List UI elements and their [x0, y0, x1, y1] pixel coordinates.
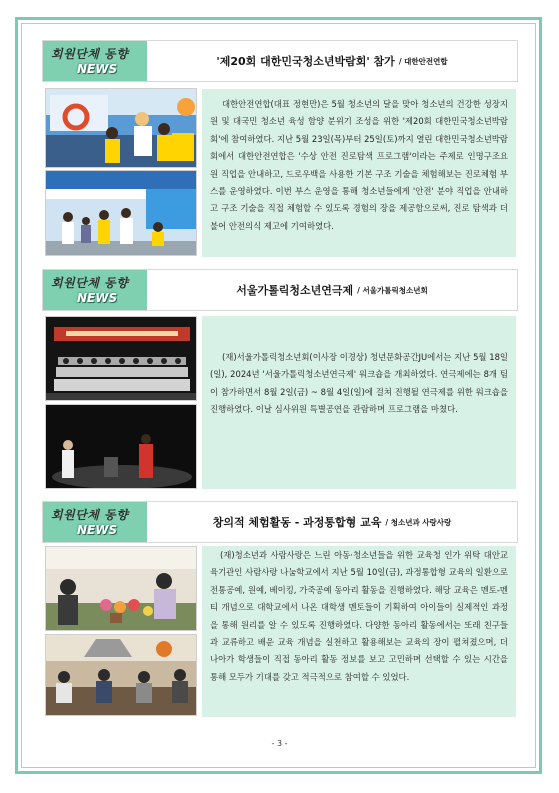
badge-news-label: NEWS — [77, 291, 118, 305]
badge-label: 회원단체 동향 — [51, 508, 129, 522]
badge-label: 회원단체 동향 — [51, 47, 129, 61]
badge-news-label: NEWS — [77, 62, 118, 76]
section-header-1 — [42, 40, 518, 82]
badge-label: 회원단체 동향 — [51, 276, 129, 290]
badge-news-label: NEWS — [77, 523, 118, 537]
article-body: 대한안전연합(대표 정현만)은 5월 청소년의 달을 맞아 청소년의 건강한 성장지원 및 대국민 청소년 육성 함양 분위기 조성을 위한 '제20회 대한민국청소년박람회'에 참여하였다. 지난 5월 23일(목)부터 25일(토)까지 열린 대한민국청소년박람회에서 대한안전연합은 '수상 안전 진로탐색 프로그램'이라는 주제로 인명구조요원 직업을 안내하고, 드로우백을 사용한 기본 구조 기술을 체험해보는 진로체험 부스를 운영하였다. 이번 부스 운영을 통해 청소년들에게 '안전' 분야 직업을 안내하고 구조 기술을 직접 체험할 수 있도록 경험의 장을 제공함으로써, 진로 탐색과 더불어 안전의식 제고에 기여하였다. — [202, 89, 516, 257]
article-body: (재)서울가톨릭청소년회(이사장 이경상) 청년문화공간JU에서는 지난 5월 18일(일), 2024년 '서울가톨릭청소년연극제' 워크숍을 개최하였다. 연극제에는 8개 팀이 참가하면서 8월 2일(금) ~ 8월 4일(일)에 걸쳐 진행될 연극제를 위한 워크숍을 진행하였다. 이날 심사위원 특별공연을 관람하며 프로그램을 마쳤다. — [202, 316, 516, 489]
photo-baking-class — [45, 634, 197, 716]
section-title: 서울가톨릭청소년연극제 — [236, 284, 354, 297]
article-body: (재)청소년과 사람사랑은 느린 아동·청소년들을 위한 교육청 인가 위탁 대안교육기관인 사람사랑 나눔학교에서 지난 5월 10일(금), 과정통합형 교육의 일환으로 전통공예, 원예, 베이킹, 가죽공예 동아리 활동을 진행하였다. 해당 교육은 멘토-멘티 개념으로 대학교에서 나온 대학생 멘토들이 기획하여 아이들이 실제적인 과정을 통해 원리를 알 수 있도록 진행하였다. 다양한 동아리 활동에서는 또래 친구들과 교류하고 배운 교육 개념을 실천하고 활용해보는 교육의 장이 펼쳐졌으며, 더 나아가 학생들이 직접 동아리 활동 정보를 보고 고민하며 선택할 수 있는 시간을 통해 모두가 기대를 갖고 적극적으로 참여할 수 있었다. — [202, 546, 516, 717]
section-title-row — [147, 41, 517, 81]
news-badge — [43, 270, 147, 310]
section-org: / 대한안전연합 — [398, 56, 448, 66]
section-title: '제20회 대한민국청소년박람회' 참가 — [216, 55, 395, 68]
section-org: / 서울가톨릭청소년회 — [357, 285, 428, 295]
photo-theater-group — [45, 316, 197, 401]
section-header-2 — [42, 269, 518, 311]
page-number: - 3 - — [271, 739, 288, 748]
news-badge — [43, 41, 147, 81]
photo-stage-performance — [45, 404, 197, 489]
news-badge — [43, 502, 147, 542]
section-title-row — [147, 502, 517, 542]
section-title-row — [147, 270, 517, 310]
section-org: / 청소년과 사랑사랑 — [385, 517, 452, 527]
photo-gardening-class — [45, 546, 197, 631]
section-header-3 — [42, 501, 518, 543]
photo-booth-presentation — [45, 88, 197, 168]
section-title: 창의적 체험활동 - 과정통합형 교육 — [212, 516, 382, 529]
photo-booth-visitors — [45, 170, 197, 256]
